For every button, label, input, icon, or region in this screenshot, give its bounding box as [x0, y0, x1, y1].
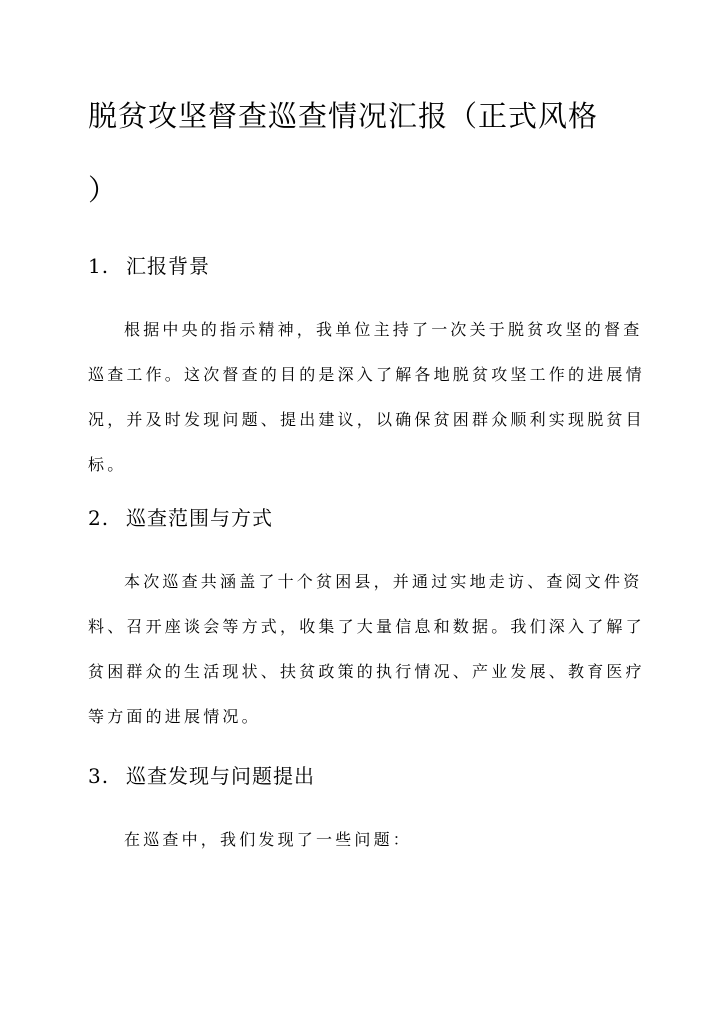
section-heading-2 — [88, 503, 273, 533]
section-paragraph-1 — [88, 307, 645, 487]
paragraph-line: 料、召开座谈会等方式，收集了大量信息和数据。我们深入了解了 — [88, 617, 645, 636]
paragraph-line: 况，并及时发现问题、提出建议，以确保贫困群众顺利实现脱贫目 — [88, 410, 645, 429]
section-heading-1 — [88, 251, 210, 281]
section-title: 汇报背景 — [126, 254, 210, 278]
title-line-2: ） — [88, 173, 119, 207]
paragraph-line: 本次巡查共涵盖了十个贫困县，并通过实地走访、查阅文件资 — [124, 572, 643, 591]
section-number: 2. — [88, 506, 110, 530]
section-heading-3 — [88, 761, 315, 791]
paragraph-line: 贫困群众的生活现状、扶贫政策的执行情况、产业发展、教育医疗 — [88, 662, 645, 681]
section-paragraph-3 — [88, 817, 636, 862]
paragraph-line: 巡查工作。这次督查的目的是深入了解各地脱贫攻坚工作的进展情 — [88, 365, 645, 384]
paragraph-line: 等方面的进展情况。 — [88, 707, 261, 726]
paragraph-line: 根据中央的指示精神，我单位主持了一次关于脱贫攻坚的督查 — [124, 320, 643, 339]
section-number: 3. — [88, 764, 110, 788]
section-title: 巡查发现与问题提出 — [126, 764, 315, 788]
paragraph-line: 在巡查中，我们发现了一些问题： — [124, 830, 413, 849]
section-title: 巡查范围与方式 — [126, 506, 273, 530]
section-paragraph-2 — [88, 559, 645, 739]
document-title — [88, 79, 648, 227]
title-line-1: 脱贫攻坚督查巡查情况汇报（正式风格 — [88, 99, 599, 133]
paragraph-line: 标。 — [88, 455, 127, 474]
section-number: 1. — [88, 254, 110, 278]
